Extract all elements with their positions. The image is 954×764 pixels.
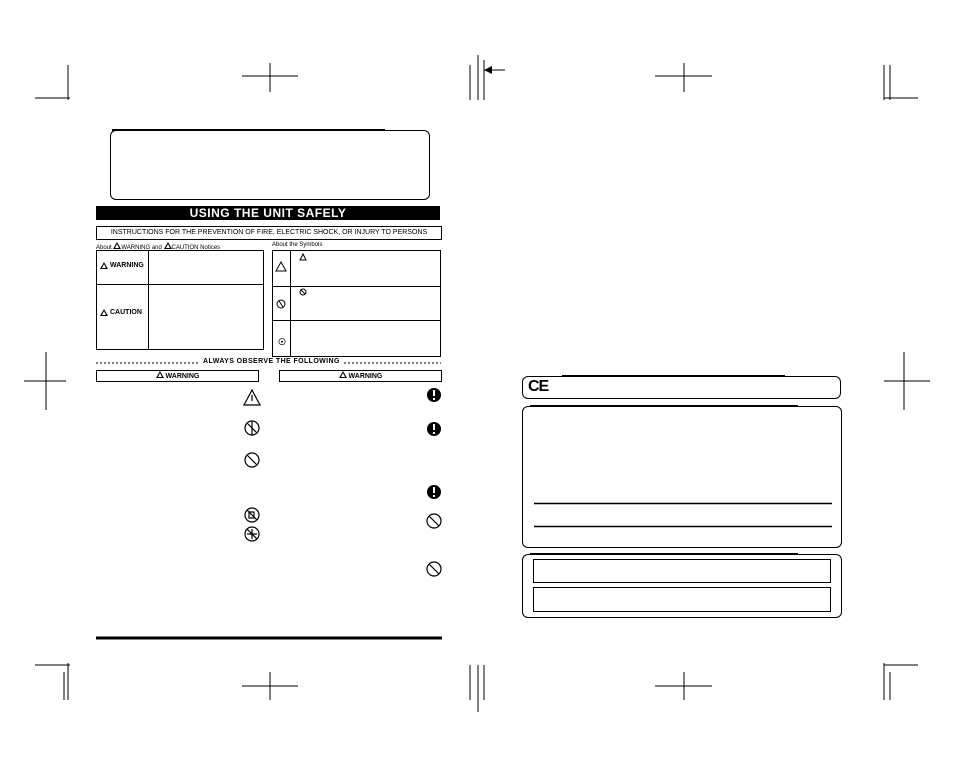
about-notices-label: About WARNING and CAUTION Notices	[96, 242, 220, 252]
instructions-header: INSTRUCTIONS FOR THE PREVENTION OF FIRE, ELECTRIC SHOCK, OR INJURY TO PERSONS	[96, 226, 442, 240]
page-title: USING THE UNIT SAFELY	[96, 206, 440, 220]
svg-text:☉: ☉	[278, 337, 287, 347]
warning-label: WARNING	[100, 262, 144, 269]
warning-column-right: WARNING	[279, 370, 442, 382]
ce-mark-icon: CE	[528, 378, 549, 395]
warning-column-left: WARNING	[96, 370, 259, 382]
about-symbols-label: About the Symbols	[272, 242, 323, 248]
caution-label: CAUTION	[100, 309, 142, 316]
always-observe-heading: ALWAYS OBSERVE THE FOLLOWING	[200, 358, 343, 365]
